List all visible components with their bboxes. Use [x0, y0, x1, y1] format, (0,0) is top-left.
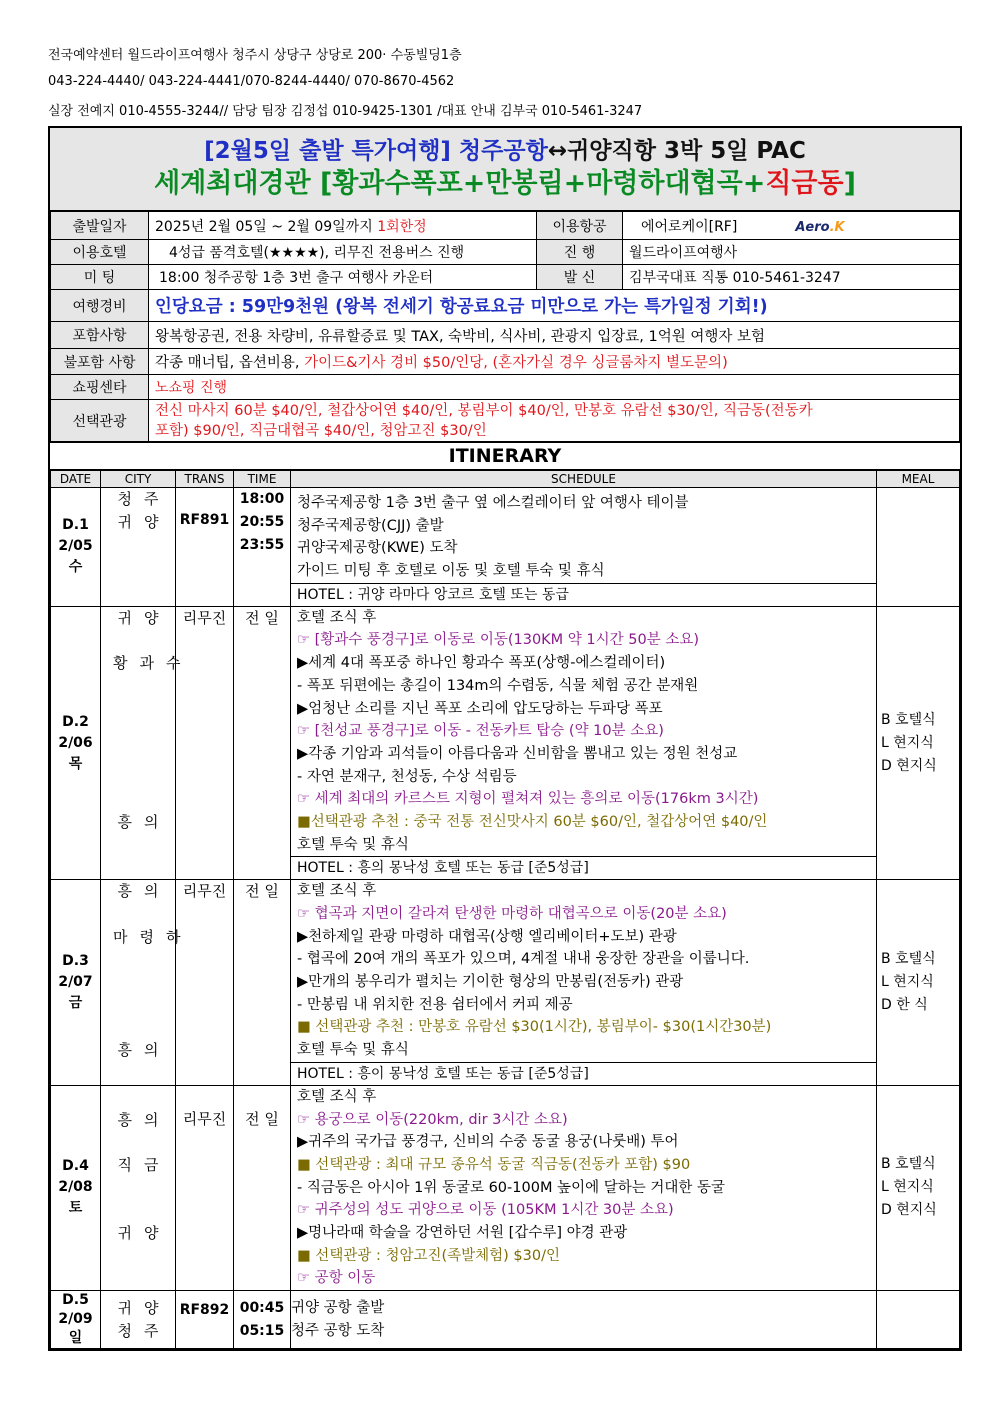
col-time: TIME: [234, 471, 291, 488]
hotel-line: HOTEL : 귀양 라마다 앙코르 호텔 또는 동급: [291, 583, 876, 606]
meal-breakfast: B 호텔식: [881, 951, 936, 968]
day-label: D.3: [62, 953, 89, 970]
city: 흥의: [117, 1041, 171, 1060]
day-row-4: [51, 1085, 960, 1290]
hotel-line: HOTEL : 흥의 몽낙성 호텔 또는 동급 [준5성급]: [291, 856, 876, 879]
schedule-line: ▶명나라때 학술을 강연하던 서원 [갑수루] 야경 관광: [297, 1224, 628, 1241]
schedule-line: 호텔 조식 후: [297, 609, 377, 626]
meal-lunch: L 현지식: [881, 734, 934, 751]
itinerary-header-row: [51, 471, 960, 488]
day-row-2: [51, 606, 960, 880]
day-month-day: 2/08: [58, 1179, 93, 1196]
schedule-line: ☞ 협곡과 지면이 갈라져 탄생한 마령하 대협곡으로 이동(20분 소요): [297, 906, 727, 922]
time: 00:45: [239, 1299, 285, 1316]
title-line-2: [50, 165, 960, 203]
day-weekday: 목: [68, 755, 83, 772]
col-schedule: SCHEDULE: [291, 471, 877, 488]
schedule-line: 청주국제공항 1층 3번 출구 옆 에스컬레이터 앞 여행사 테이블: [297, 495, 689, 511]
depart-value: [149, 212, 537, 240]
schedule-line: ▶각종 기암과 괴석들이 아름다움과 신비함을 뽐내고 있는 정원 천성교: [297, 745, 738, 762]
aerok-logo-text: Aero: [795, 219, 830, 235]
city: 귀양: [117, 1223, 171, 1242]
day-trans: 리무진: [176, 880, 234, 1086]
schedule-line: ■ 선택관광 : 최대 규모 종유석 동굴 직금동(전동카 포함) $90: [297, 1156, 691, 1173]
day-row-3: [51, 880, 960, 1086]
excl-text-red: 가이드&기사 경비 $50/인당, (혼자가실 경우 싱글룸차지 별도문의): [304, 355, 728, 371]
shop-label: 쇼핑센타: [51, 375, 149, 400]
col-city: CITY: [101, 471, 176, 488]
day-label: D.5: [62, 1292, 89, 1308]
day-trans: RF891: [176, 488, 234, 607]
header-line-3: 실장 전예지 010-4555-3244// 담당 팀장 김정섭 010-9425-1301 /대표 안내 김부국 010-5461-3247: [48, 104, 643, 119]
day-meal: [877, 606, 960, 880]
tour-sheet: [48, 126, 962, 1351]
title-bracket: ]: [843, 168, 856, 199]
city: 흥의: [117, 882, 171, 901]
day-trans: 리무진: [176, 606, 234, 880]
city: 청주: [117, 490, 171, 508]
day-label: D.4: [62, 1158, 89, 1175]
send-label: 발 신: [537, 265, 623, 290]
schedule-line: ☞ 용궁으로 이동(220km, dir 3시간 소요): [297, 1111, 568, 1128]
schedule-line: 청주 공항 도착: [291, 1322, 385, 1339]
info-row-shop: [51, 375, 960, 400]
city: 직금: [117, 1155, 171, 1174]
header-line-2: 043-224-4440/ 043-224-4441/070-8244-4440/ 070-8670-4562: [48, 74, 455, 89]
day-month-day: 2/07: [58, 974, 93, 991]
excl-value: [149, 349, 960, 375]
incl-value: 왕복항공권, 전용 차량비, 유류할증료 및 TAX, 숙박비, 식사비, 관광지 입장료, 1억원 여행자 보험: [149, 322, 960, 349]
day-month-day: 2/05: [58, 538, 93, 555]
schedule-line: ☞ [황과수 풍경구]로 이동로 이동(130KM 약 1시간 50분 소요): [297, 632, 699, 649]
cost-value: 인당요금 : 59만9천원 (왕복 전세기 항공료요금 미만으로 가는 특가일정 기회!): [149, 290, 960, 322]
schedule-line: - 만봉림 내 위치한 전용 쉼터에서 커피 제공: [297, 996, 573, 1013]
schedule-line: 호텔 투숙 및 휴식: [297, 1042, 409, 1059]
time: 05:15: [239, 1322, 285, 1339]
schedule-line: ▶세계 4대 폭포중 하나인 황과수 폭포(상행-에스컬레이터): [297, 655, 666, 672]
day-weekday: 일: [68, 1330, 83, 1346]
meal-dinner: D 한 식: [881, 997, 928, 1014]
shop-value: 노쇼핑 진행: [149, 375, 960, 400]
cost-label: 여행경비: [51, 290, 149, 322]
meal-dinner: D 현지식: [881, 1202, 937, 1219]
opt-value-line-2: 포함) $90/인, 직금대협곡 $40/인, 청암고진 $30/인: [155, 422, 487, 439]
day-date: [51, 606, 101, 880]
day-time: 전 일: [234, 1085, 291, 1290]
schedule-line: 호텔 조식 후: [297, 883, 377, 900]
day-trans: 리무진: [176, 1085, 234, 1290]
schedule-line: ▶귀주의 국가급 풍경구, 신비의 수중 동굴 용궁(나룻배) 투어: [297, 1134, 679, 1151]
opt-value: [149, 400, 960, 442]
schedule-line: 귀양국제공항(KWE) 도착: [297, 540, 458, 557]
col-trans: TRANS: [176, 471, 234, 488]
excl-text: 각종 매너팁, 옵션비용,: [155, 355, 305, 371]
day-weekday: 금: [68, 995, 83, 1012]
day-label: D.1: [62, 517, 89, 534]
info-row-depart: [51, 212, 960, 240]
day-city: [101, 1291, 176, 1349]
day-meal: [877, 880, 960, 1086]
day-schedule: [291, 1085, 877, 1290]
day-row-1: [51, 488, 960, 607]
city: 귀양: [117, 512, 171, 531]
limited-badge: 1회한정: [377, 218, 427, 235]
day-date: [51, 880, 101, 1086]
schedule-line: - 협곡에 20여 개의 폭포가 있으며, 4계절 내내 웅장한 장관을 이룹니다.: [297, 951, 750, 968]
day-label: D.2: [62, 713, 89, 730]
title-box: [50, 128, 960, 211]
info-row-hotel: [51, 240, 960, 265]
opt-value-line-1: 전신 마사지 60분 $40/인, 철갑상어연 $40/인, 봉림부이 $40/인, 만봉호 유람선 $30/인, 직금동(전동카: [155, 402, 813, 419]
info-row-cost: [51, 290, 960, 322]
city: 흥의: [117, 812, 171, 831]
progress-value: 월드라이프여행사: [623, 240, 960, 265]
day-time: [234, 1291, 291, 1349]
aerok-logo: [795, 220, 844, 235]
header-line-1: 전국예약센터 월드라이프여행사 청주시 상당구 상당로 200· 수동빌딩1층: [48, 48, 462, 63]
schedule-line: ▶만개의 봉우리가 펼치는 기이한 형상의 만봉림(전동카) 관광: [297, 974, 684, 991]
title-highlight: 세계최대경관 [황과수폭포+만봉림+마령하대협곡+: [154, 168, 766, 199]
day-meal: [877, 488, 960, 607]
itinerary-table: [50, 470, 960, 1349]
schedule-line: 호텔 조식 후: [297, 1088, 377, 1105]
meal-breakfast: B 호텔식: [881, 711, 936, 728]
arrow-icon: ↔: [547, 138, 568, 164]
day-weekday: 토: [68, 1200, 83, 1217]
aerok-logo-k: .K: [829, 219, 845, 235]
opt-label: 선택관광: [51, 400, 149, 442]
col-meal: MEAL: [877, 471, 960, 488]
day-weekday: 수: [68, 559, 83, 576]
title-duration: 귀양직항 3박 5일 PAC: [567, 138, 806, 164]
depart-dates: 2025년 2월 05일 ~ 2월 09일까지: [155, 218, 373, 235]
day-meal: [877, 1291, 960, 1349]
airline-label: 이용항공: [537, 212, 623, 240]
info-row-optional: [51, 400, 960, 442]
info-row-incl: [51, 322, 960, 349]
city: 청주: [117, 1321, 171, 1340]
day-date: [51, 1085, 101, 1290]
time: 23:55: [239, 537, 285, 553]
day-schedule: [291, 606, 877, 880]
time: 20:55: [239, 514, 285, 530]
schedule-line: - 폭포 뒤편에는 총길이 134m의 수렴동, 식물 체험 공간 분재원: [297, 677, 699, 694]
day-meal: [877, 1085, 960, 1290]
schedule-line: 청주국제공항(CJJ) 출발: [297, 517, 444, 534]
info-row-meet: [51, 265, 960, 290]
city: 귀양: [117, 608, 171, 627]
schedule-line: ■선택관광 추천 : 중국 전통 전신맛사지 60분 $60/인, 철갑상어연 $40/인: [297, 813, 768, 830]
day-city: [101, 606, 193, 880]
meet-value: 18:00 청주공항 1층 3번 출구 여행사 카운터: [149, 265, 537, 290]
city: 마령하: [113, 927, 193, 946]
incl-label: 포함사항: [51, 322, 149, 349]
meal-lunch: L 현지식: [881, 974, 934, 991]
day-date: [51, 488, 101, 607]
day-schedule: [291, 488, 877, 607]
info-row-excl: [51, 349, 960, 375]
day-city: [101, 1085, 176, 1290]
schedule-line: ☞ 공항 이동: [297, 1270, 376, 1287]
meal-lunch: L 현지식: [881, 1179, 934, 1196]
excl-label: 불포함 사항: [51, 349, 149, 375]
progress-label: 진 행: [537, 240, 623, 265]
schedule-line: ☞ [천성교 풍경구]로 이동 - 전동카트 탑승 (약 10분 소요): [297, 723, 664, 740]
day-time: 전 일: [234, 606, 291, 880]
day-month-day: 2/06: [58, 734, 93, 751]
time: 18:00: [239, 491, 285, 507]
schedule-line: ▶엄청난 소리를 지닌 폭포 소리에 압도당하는 두파당 폭포: [297, 700, 663, 717]
schedule-line: ▶천하제일 관광 마령하 대협곡(상행 엘리베이터+도보) 관광: [297, 928, 677, 945]
schedule-line: ■ 선택관광 추천 : 만봉호 유람선 $30(1시간), 봉림부이- $30(1시간30분): [297, 1019, 772, 1036]
day-city: [101, 880, 193, 1086]
day-schedule: [291, 880, 877, 1086]
schedule-line: 호텔 투숙 및 휴식: [297, 836, 409, 853]
col-date: DATE: [51, 471, 101, 488]
send-value: 김부국대표 직통 010-5461-3247: [623, 265, 960, 290]
title-highlight-red: 직금동: [765, 168, 844, 199]
schedule-line: - 자연 분재구, 천성동, 수상 석림등: [297, 768, 517, 785]
city: 흥의: [117, 1110, 171, 1129]
airline-name: 에어로케이[RF]: [641, 218, 738, 235]
hotel-value: 4성급 품격호텔(★★★★), 리무진 전용버스 진행: [149, 240, 537, 265]
info-table: [50, 211, 960, 442]
day-city: [101, 488, 176, 607]
title-line-1: [50, 128, 960, 165]
itinerary-heading: ITINERARY: [50, 442, 960, 470]
day-trans: RF892: [176, 1291, 234, 1349]
day-month-day: 2/09: [58, 1311, 93, 1327]
schedule-line: 귀양 공항 출발: [291, 1299, 385, 1316]
meal-breakfast: B 호텔식: [881, 1156, 936, 1173]
schedule-line: - 직금동은 아시아 1위 동굴로 60-100M 높이에 달하는 거대한 동굴: [297, 1179, 725, 1196]
day-time: 전 일: [234, 880, 291, 1086]
schedule-line: ■ 선택관광 : 청암고진(족발체험) $30/인: [297, 1247, 560, 1264]
day-date: [51, 1291, 101, 1349]
schedule-line: 가이드 미팅 후 호텔로 이동 및 호텔 투숙 및 휴식: [297, 563, 605, 580]
meet-label: 미 팅: [51, 265, 149, 290]
day-row-5: [51, 1291, 960, 1349]
schedule-line: ☞ 세계 최대의 카르스트 지형이 펼쳐져 있는 흥의로 이동(176km 3시간): [297, 791, 759, 808]
hotel-line: HOTEL : 흥이 몽낙성 호텔 또는 동급 [준5성급]: [291, 1062, 876, 1085]
meal-dinner: D 현지식: [881, 757, 937, 774]
day-schedule: [291, 1291, 877, 1349]
city: 황과수: [113, 654, 193, 673]
depart-label: 출발일자: [51, 212, 149, 240]
title-route: [2월5일 출발 특가여행] 청주공항: [204, 138, 548, 164]
day-time: [234, 488, 291, 607]
city: 귀양: [117, 1298, 171, 1317]
schedule-line: ☞ 귀주성의 성도 귀양으로 이동 (105KM 1시간 30분 소요): [297, 1202, 674, 1219]
hotel-label: 이용호텔: [51, 240, 149, 265]
airline-value: [623, 212, 960, 240]
